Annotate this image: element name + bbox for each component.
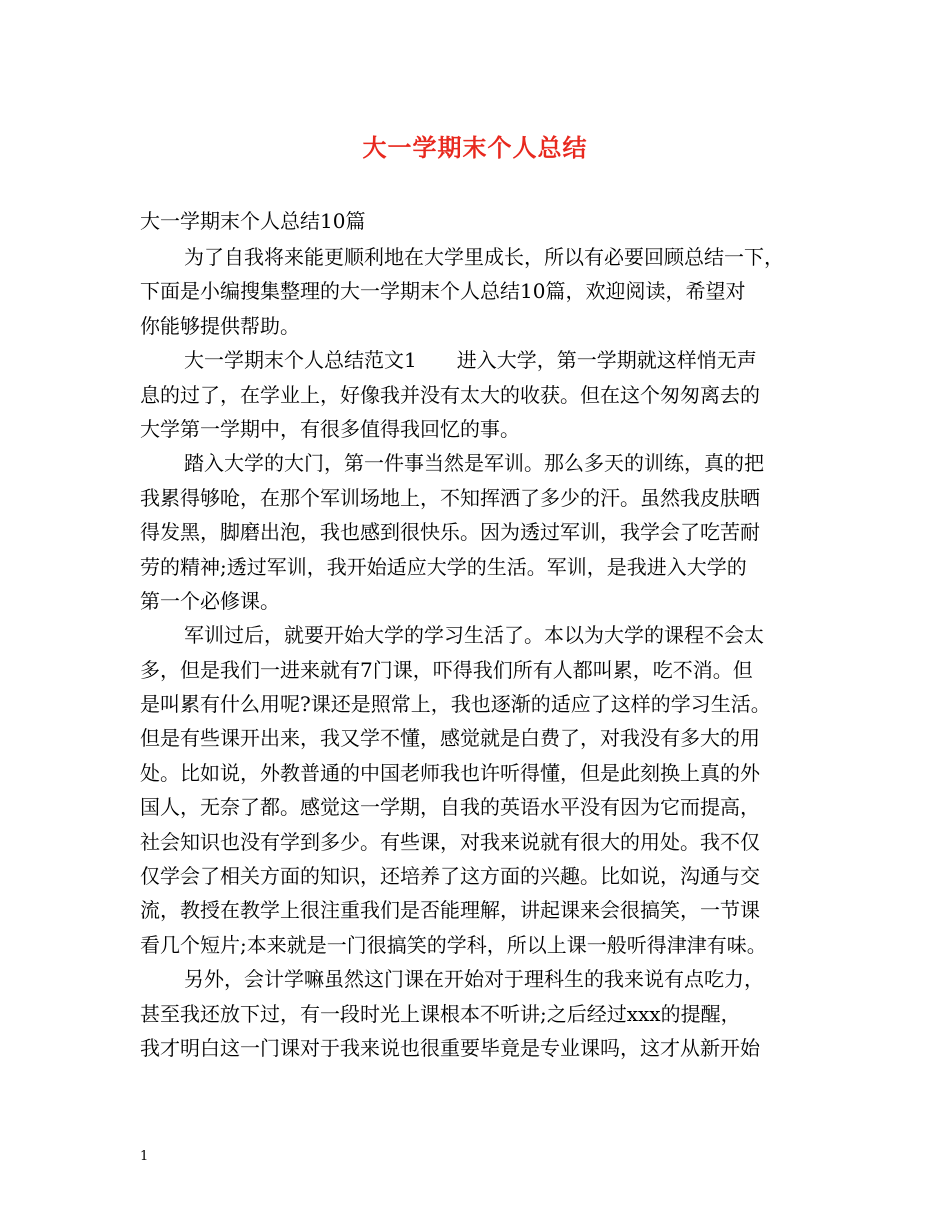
text-line: 另外，会计学嘛虽然这门课在开始对于理科生的我来说有点吃力， bbox=[184, 967, 764, 992]
document-body bbox=[140, 240, 840, 1065]
text-line: 军训过后，就要开始大学的学习生活了。本以为大学的课程不会太 bbox=[184, 623, 764, 648]
text-line: 息的过了，在学业上，好像我并没有太大的收获。但在这个匆匆离去的 bbox=[140, 382, 760, 407]
text-line: 甚至我还放下过，有一段时光上课根本不听讲;之后经过xxx的提醒， bbox=[140, 1001, 741, 1026]
text-line: 大一学期末个人总结范文1 进入大学，第一学期就这样悄无声 bbox=[184, 348, 757, 373]
text-line: 踏入大学的大门，第一件事当然是军训。那么多天的训练，真的把 bbox=[184, 451, 764, 476]
text-line: 流，教授在教学上很注重我们是否能理解，讲起课来会很搞笑，一节课 bbox=[140, 898, 760, 923]
text-line: 处。比如说，外教普通的中国老师我也许听得懂，但是此刻换上真的外 bbox=[140, 760, 760, 785]
text-line: 劳的精神;透过军训，我开始适应大学的生活。军训，是我进入大学的 bbox=[140, 554, 747, 579]
text-line: 国人，无奈了都。感觉这一学期，自我的英语水平没有因为它而提高， bbox=[140, 795, 760, 820]
page-number: 1 bbox=[140, 1149, 149, 1164]
text-line: 看几个短片;本来就是一门很搞笑的学科，所以上课一般听得津津有味。 bbox=[140, 932, 767, 957]
text-line: 多，但是我们一进来就有7门课，吓得我们所有人都叫累，吃不消。但 bbox=[140, 657, 753, 682]
document-subtitle: 大一学期末个人总结10篇 bbox=[140, 209, 366, 233]
text-line: 是叫累有什么用呢?课还是照常上，我也逐渐的适应了这样的学习生活。 bbox=[140, 692, 771, 717]
text-line: 但是有些课开出来，我又学不懂，感觉就是白费了，对我没有多大的用 bbox=[140, 726, 760, 751]
document-title: 大一学期末个人总结 bbox=[362, 134, 588, 162]
text-line: 下面是小编搜集整理的大一学期末个人总结10篇，欢迎阅读，希望对 bbox=[140, 279, 746, 304]
text-line: 得发黑，脚磨出泡，我也感到很快乐。因为透过军训，我学会了吃苦耐 bbox=[140, 520, 760, 545]
text-line: 我才明白这一门课对于我来说也很重要毕竟是专业课吗，这才从新开始 bbox=[140, 1035, 760, 1060]
text-line: 社会知识也没有学到多少。有些课，对我来说就有很大的用处。我不仅 bbox=[140, 829, 760, 854]
text-line: 仅学会了相关方面的知识，还培养了这方面的兴趣。比如说，沟通与交 bbox=[140, 864, 760, 889]
text-line: 我累得够呛，在那个军训场地上，不知挥洒了多少的汗。虽然我皮肤晒 bbox=[140, 485, 760, 510]
text-line: 第一个必修课。 bbox=[140, 588, 280, 613]
text-line: 大学第一学期中，有很多值得我回忆的事。 bbox=[140, 416, 520, 441]
text-line: 为了自我将来能更顺利地在大学里成长，所以有必要回顾总结一下， bbox=[184, 245, 784, 269]
text-line: 你能够提供帮助。 bbox=[140, 313, 300, 338]
